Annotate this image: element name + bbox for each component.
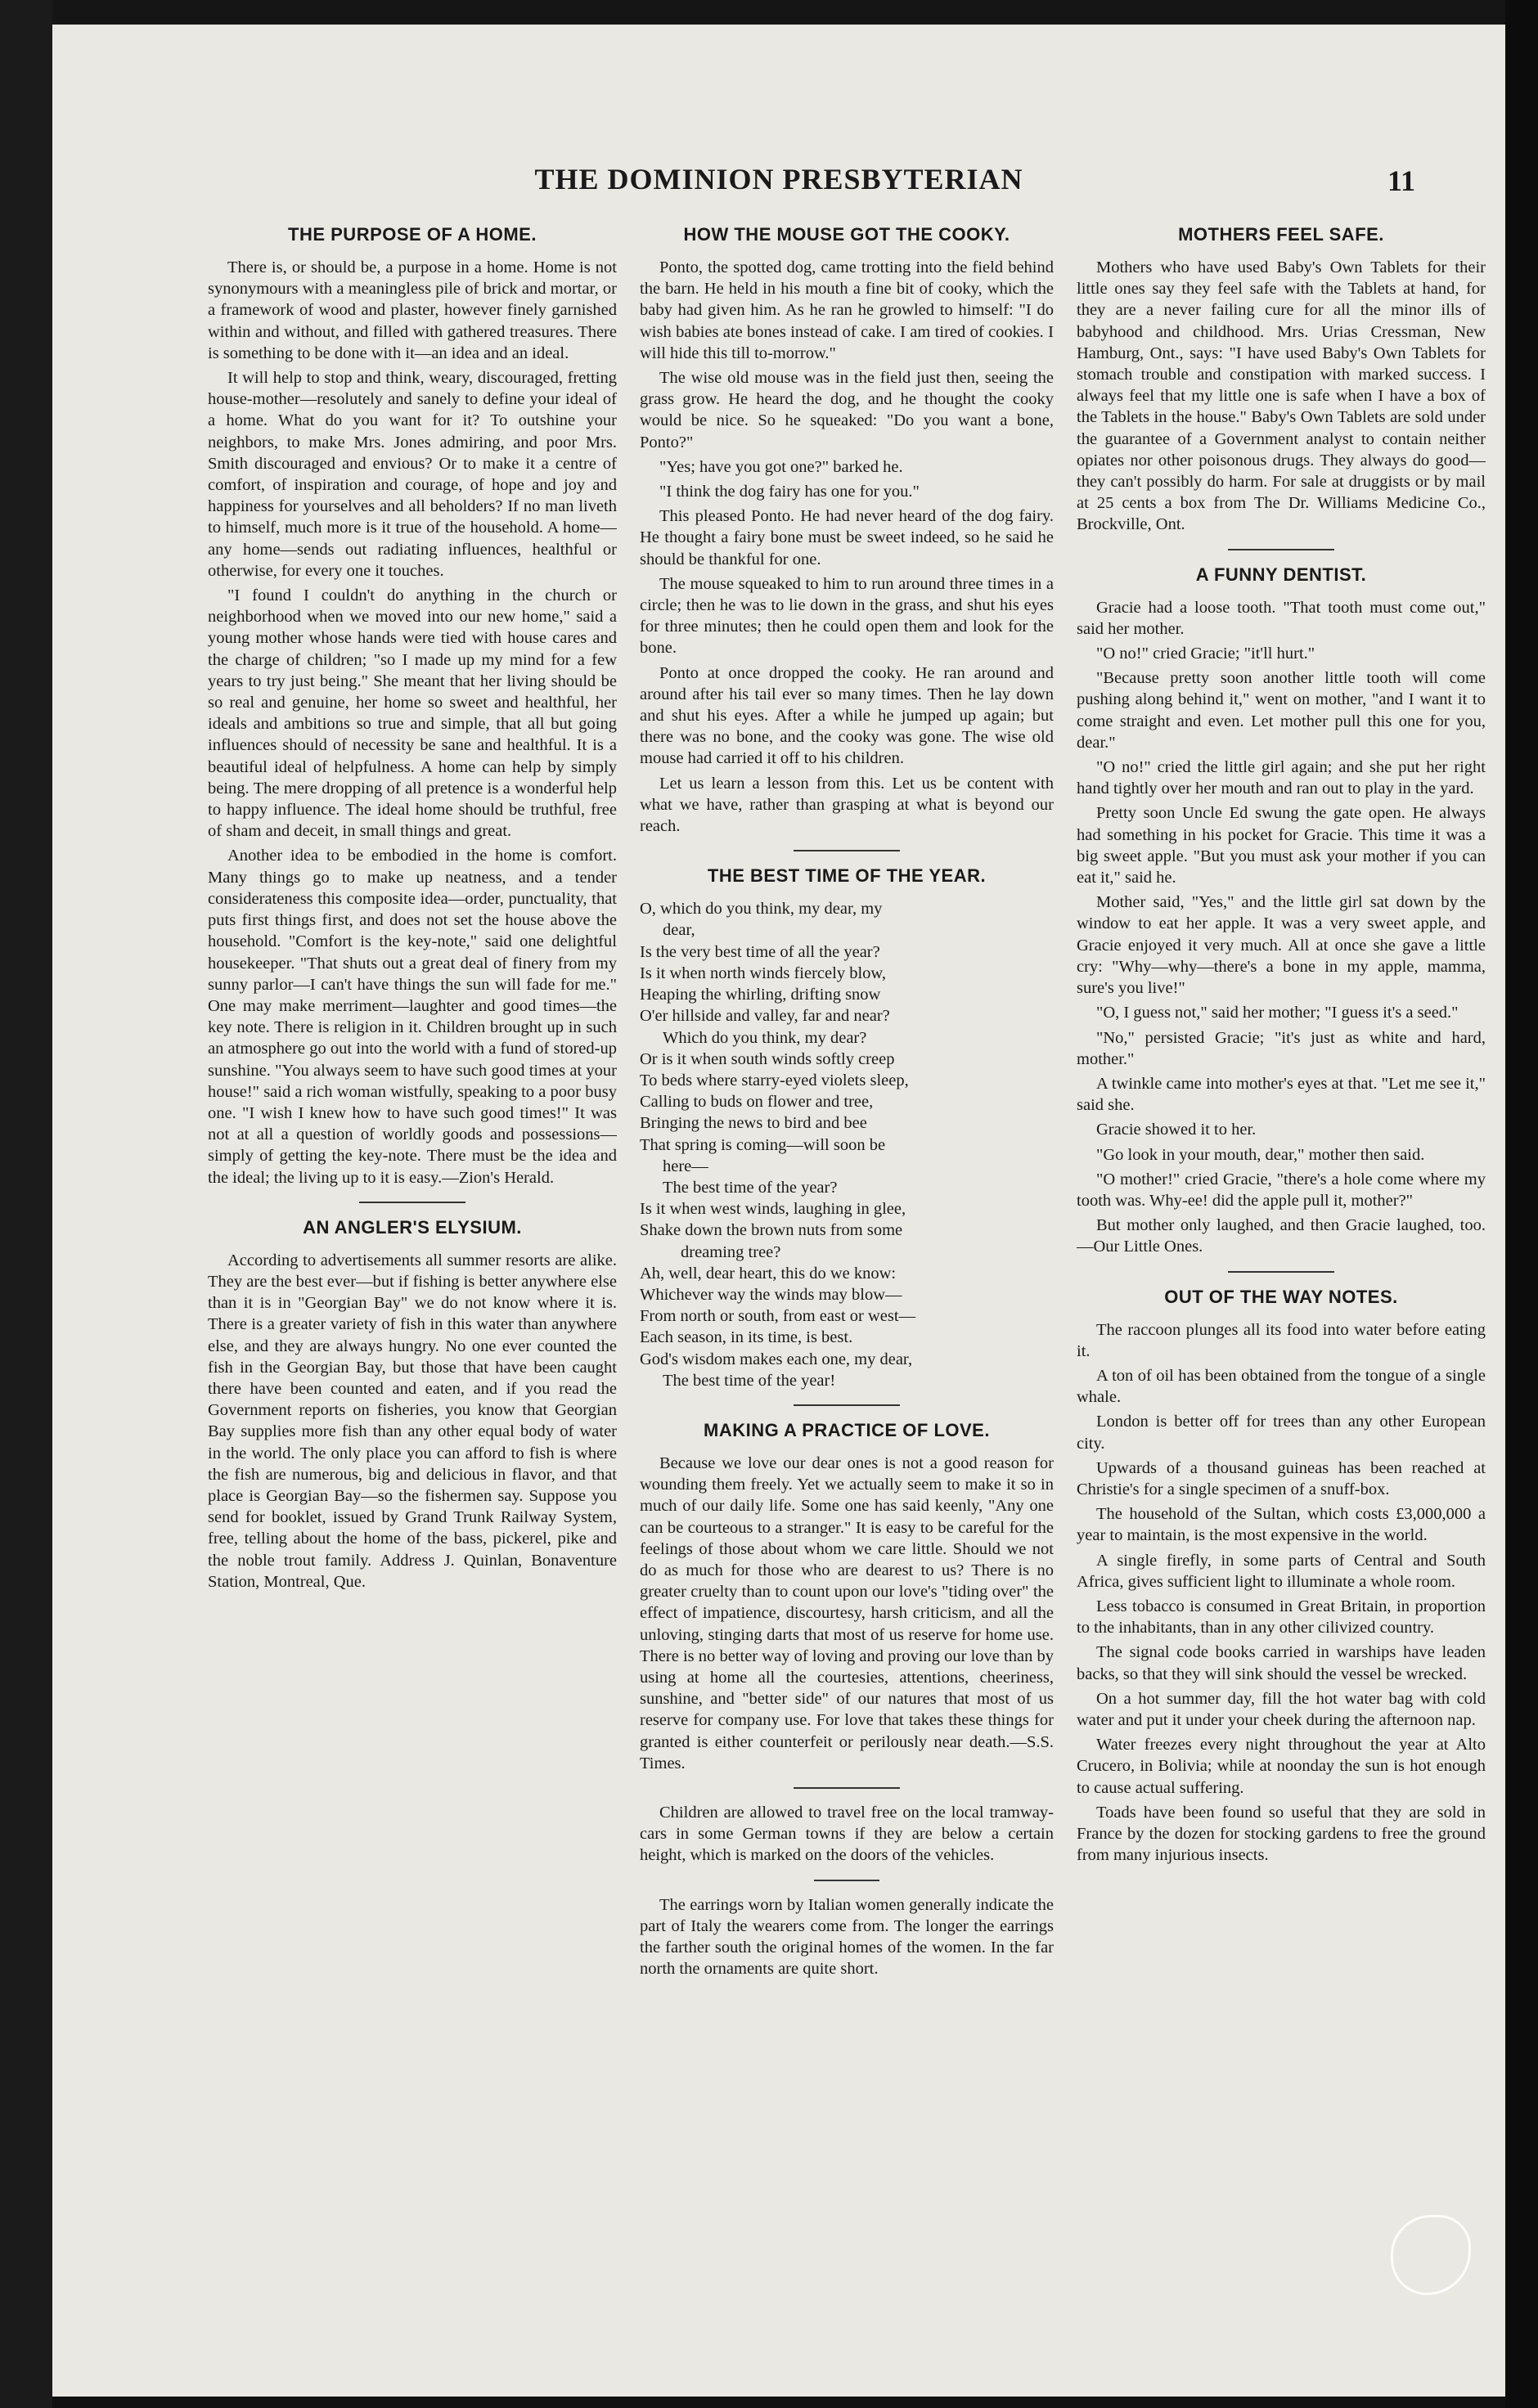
article-paragraph: "I think the dog fairy has one for you." bbox=[659, 483, 920, 501]
article-paragraph: "I found I couldn't do anything in the church or neighborhood when we moved into our new home," said a young mother whose hands were tied with house cares and the charge of children; "so I made up my mind for a few years to try just being." She meant that her living should be so real and genuine, her home so sweet and healthful, her ideals and ambitions so true and simple, that all but going influences should of necessity be sane and healthful. It is a beautiful ideal of helpfulness. A home can help by simply being. The mere dropping of all pretence is a wonderful help to happy influence. The ideal home should be truthful, free of sham and deceit, in small things and great. bbox=[208, 586, 617, 841]
poem-line: Is it when west winds, laughing in glee, bbox=[640, 1200, 906, 1219]
section-divider bbox=[359, 1202, 465, 1203]
note-item: The household of the Sultan, which costs £3,000,000 a year to maintain, is the most expensive in the world. bbox=[1077, 1505, 1486, 1545]
section-divider bbox=[794, 850, 900, 851]
poem-line: Or is it when south winds softly creep bbox=[640, 1049, 895, 1068]
article-heading-purpose: THE PURPOSE OF A HOME. bbox=[288, 224, 537, 245]
poem-line: Is it when north winds fiercely blow, bbox=[640, 964, 886, 982]
poem-line: Calling to buds on flower and tree, bbox=[640, 1093, 874, 1112]
article-paragraph: Mother said, "Yes," and the little girl sat down by the window to eat her apple. It was a very sweet apple, and Gracie enjoyed it very much. All at once she gave a little cry: "Why—why—there's a bone in my apple, mamma, sure's you live!" bbox=[1077, 893, 1486, 998]
page-number: 11 bbox=[1387, 164, 1415, 197]
note-item: Toads have been found so useful that they are sold in France by the dozen for stocking gardens to free the ground from many injurious insects. bbox=[1077, 1803, 1486, 1865]
scan-right-border bbox=[1505, 0, 1538, 2408]
poem-line: The best time of the year! bbox=[663, 1371, 836, 1390]
section-divider bbox=[1228, 1271, 1334, 1273]
article-paragraph: Mothers who have used Baby's Own Tablets for their little ones say they feel safe with the Tablets at hand, for they are a never failing cure for all the minor ills of babyhood and childhood. Mrs. Urias Cressman, New Hamburg, Ont., says: "I have used Baby's Own Tablets for stomach trouble and constipation with marked success. I always feel that my little one is safe when I have a box of the Tablets in the house." Baby's Own Tablets are sold under the guarantee of a Government analyst to contain neither opiates nor other poisonous drugs. They always do good—they can't possibly do harm. For sale at druggists or by mail at 25 cents a box from The Dr. Williams Medicine Co., Brockville, Ont. bbox=[1077, 258, 1486, 534]
article-paragraph: "O no!" cried Gracie; "it'll hurt." bbox=[1096, 645, 1315, 663]
article-paragraph: "Yes; have you got one?" barked he. bbox=[659, 457, 903, 476]
article-paragraph: "O, I guess not," said her mother; "I guess it's a seed." bbox=[1096, 1004, 1459, 1022]
column-left bbox=[208, 217, 617, 2360]
article-paragraph: Ponto at once dropped the cooky. He ran around and around after his tail ever so many times. Then he lay down and shut his eyes. After a while he jumped up again; but there was no bone, and the cooky was gone. The wise old mouse had carried it off to his children. bbox=[640, 663, 1054, 768]
poem-line: Bringing the news to bird and bee bbox=[640, 1114, 867, 1133]
article-paragraph: "O no!" cried the little girl again; and she put her right hand tightly over her mouth and ran out to play in the yard. bbox=[1077, 758, 1486, 798]
article-paragraph: There is, or should be, a purpose in a home. Home is not synonymours with a meaningless pile of brick and mortar, or a framework of wood and plaster, however finely garnished within and without, and filled with gathered treasures. There is something to be done with it—an idea and an ideal. bbox=[208, 258, 617, 362]
masthead bbox=[52, 162, 1505, 211]
note-item: Upwards of a thousand guineas has been reached at Christie's for a single specimen of a snuff-box. bbox=[1077, 1458, 1486, 1498]
column-right bbox=[1077, 217, 1486, 2360]
poem-line: From north or south, from east or west— bbox=[640, 1307, 916, 1326]
article-paragraph: The mouse squeaked to him to run around three times in a circle; then he was to lie down in the grass, and shut his eyes for three minutes; then he could open them and look for the bone. bbox=[640, 574, 1054, 658]
column-middle bbox=[640, 217, 1054, 2360]
poem-line: here— bbox=[663, 1157, 708, 1175]
note-item: The raccoon plunges all its food into water before eating it. bbox=[1077, 1320, 1486, 1360]
article-paragraph: Gracie had a loose tooth. "That tooth must come out," said her mother. bbox=[1077, 598, 1486, 638]
article-paragraph: "O mother!" cried Gracie, "there's a hole come where my tooth was. Why-ee! did the apple pull it, mother?" bbox=[1077, 1170, 1486, 1210]
note-item: A single firefly, in some parts of Central and South Africa, gives sufficient light to illuminate a whole room. bbox=[1077, 1551, 1486, 1591]
article-paragraph: But mother only laughed, and then Gracie laughed, too.—Our Little Ones. bbox=[1077, 1216, 1486, 1256]
article-paragraph: Another idea to be embodied in the home is comfort. Many things go to make up neatness, and a tender considerateness this composite idea—order, punctuality, that puts first things first, and does not set the house above the household. "Comfort is the key-note," said one delightful housekeeper. "That shuts out a great deal of finery from my sunny parlor—I can't have things the sun will fade for me." One may make merriment—laughter and good times—the key note. There is religion in it. Children brought up in such an atmosphere go out into the world with a fund of stored-up sunshine. "You always seem to have such good times at your house!" said a rich woman wistfully, speaking to a poor busy one. "I wish I knew how to have such good times!" It was not at all a question of worldly goods and possessions—simply of getting the key-note. There must be the idea and the ideal; the living up to it is easy.—Zion's Herald. bbox=[208, 847, 617, 1187]
article-paragraph: It will help to stop and think, weary, discouraged, fretting house-mother—resolutely and sanely to define your ideal of a home. What do you want for it? To outshine your neighbors, to make Mrs. Jones admiring, and poor Mrs. Smith discouraged and envious? Or to make it a centre of comfort, of inspiration and courage, of hope and joy and happiness for yourselves and all beholders? If no man liveth to himself, much more is it true of the household. A home—any home—sends out radiating influences, healthful or otherwise, for every one it touches. bbox=[208, 369, 617, 580]
article-heading-love: MAKING A PRACTICE OF LOVE. bbox=[704, 1419, 990, 1440]
article-paragraph: The earrings worn by Italian women generally indicate the part of Italy the wearers come from. The longer the earrings the farther south the original homes of the women. In the far north the ornaments are quite short. bbox=[640, 1895, 1054, 1979]
scan-top-border bbox=[0, 0, 1538, 25]
article-heading-mouse: HOW THE MOUSE GOT THE COOKY. bbox=[683, 224, 1010, 245]
poem bbox=[640, 898, 1054, 1391]
scan-left-border bbox=[0, 0, 52, 2408]
article-heading-notes: OUT OF THE WAY NOTES. bbox=[1164, 1286, 1398, 1307]
newspaper-page bbox=[52, 25, 1505, 2397]
masthead-title: THE DOMINION PRESBYTERIAN bbox=[534, 163, 1023, 195]
section-divider bbox=[1228, 549, 1334, 550]
poem-line: dear, bbox=[663, 921, 695, 940]
note-item: London is better off for trees than any other European city. bbox=[1077, 1413, 1486, 1453]
poem-line: God's wisdom makes each one, my dear, bbox=[640, 1350, 913, 1368]
note-item: The signal code books carried in warships have leaden backs, so that they will sink should the vessel be wrecked. bbox=[1077, 1643, 1486, 1683]
poem-line: Shake down the brown nuts from some bbox=[640, 1221, 903, 1240]
article-paragraph: Let us learn a lesson from this. Let us be content with what we have, rather than grasping at what is beyond our reach. bbox=[640, 774, 1054, 836]
article-paragraph: A twinkle came into mother's eyes at that. "Let me see it," said she. bbox=[1077, 1074, 1486, 1115]
article-paragraph: "Because pretty soon another little tooth will come pushing along behind it," went on mother, "and I want it to come straight and even. Let mother pull this one for you, dear." bbox=[1077, 669, 1486, 752]
poem-line: That spring is coming—will soon be bbox=[640, 1135, 886, 1154]
article-paragraph: "Go look in your mouth, dear," mother then said. bbox=[1096, 1145, 1425, 1164]
article-paragraph: Because we love our dear ones is not a good reason for wounding them freely. Yet we actually seem to make it so in much of our daily life. Some one has said keenly, "Any one can be courteous to a stranger." It is easy to be careful for the feelings of those about whom we care little. Should we not do as much for those who are dearest to us? There is no greater cruelty than to count upon our love's "tiding over" the effect of impatience, discourtesy, harsh criticism, and all the unloving, stinging darts that most of us reserve for home use. There is no better way of loving and proving our love than by using at home all the courtesies, attentions, cheeriness, sunshine, and "better side" of our natures that most of us reserve for company use. For love that takes these things for granted is either counterfeit or perilously near death.—S.S. Times. bbox=[640, 1453, 1054, 1772]
article-paragraph: Ponto, the spotted dog, came trotting into the field behind the barn. He held in his mouth a fine bit of cooky, which the baby had given him. As he ran he growled to himself: "I do wish babies ate bones instead of cake. I am tired of cookies. I will hide this till to-morrow." bbox=[640, 258, 1054, 362]
article-paragraph: The wise old mouse was in the field just then, seeing the grass grow. He heard the dog, and he thought the cooky would be nice. So he squeaked: "Do you want a bone, Ponto?" bbox=[640, 369, 1054, 452]
note-item: On a hot summer day, fill the hot water bag with cold water and put it under your cheek during the afternoon nap. bbox=[1077, 1689, 1486, 1729]
article-paragraph: "No," persisted Gracie; "it's just as white and hard, mother." bbox=[1077, 1028, 1486, 1068]
article-heading-mothers: MOTHERS FEEL SAFE. bbox=[1178, 224, 1384, 245]
note-item: A ton of oil has been obtained from the tongue of a single whale. bbox=[1077, 1366, 1486, 1407]
poem-line: Heaping the whirling, drifting snow bbox=[640, 986, 881, 1004]
poem-line: dreaming tree? bbox=[681, 1242, 781, 1261]
note-item: Less tobacco is consumed in Great Britain, in proportion to the inhabitants, than in any other cilivized country. bbox=[1077, 1597, 1486, 1638]
section-divider bbox=[794, 1787, 900, 1789]
note-item: Water freezes every night throughout the year at Alto Crucero, in Bolivia; while at noonday the sun is hot enough to cause actual suffering. bbox=[1077, 1736, 1486, 1797]
article-paragraph: According to advertisements all summer resorts are alike. They are the best ever—but if fishing is better anywhere else than it is in "Georgian Bay" we do not know where it is. There is a greater variety of fish in this water than anywhere else, and they are always hungry. No one ever counted the fish in the Georgian Bay, but those that have been caught there have been counted and eaten, and if you read the Government reports on fisheries, you know that Georgian Bay supplies more fish than any other equal body of water in the world. The only place you can afford to fish is where the fish are numerous, big and delicious in flavor, and that place is Georgian Bay—so the fishermen say. Suppose you send for booklet, issued by Grand Trunk Railway System, free, telling about the home of the bass, pickerel, pike and the noble trout family. Address J. Quinlan, Bonaventure Station, Montreal, Que. bbox=[208, 1251, 617, 1591]
poem-line: To beds where starry-eyed violets sleep, bbox=[640, 1071, 909, 1089]
article-paragraph: Gracie showed it to her. bbox=[1096, 1121, 1257, 1139]
section-divider bbox=[794, 1404, 900, 1406]
section-divider bbox=[814, 1880, 879, 1881]
poem-line: Each season, in its time, is best. bbox=[640, 1328, 853, 1347]
article-heading-dentist: A FUNNY DENTIST. bbox=[1195, 564, 1367, 585]
article-paragraph: This pleased Ponto. He had never heard of the dog fairy. He thought a fairy bone must be sweet indeed, so he said he should be thankful for one. bbox=[640, 507, 1054, 568]
poem-line: Which do you think, my dear? bbox=[663, 1028, 867, 1047]
article-paragraph: Pretty soon Uncle Ed swung the gate open. He always had something in his pocket for Gracie. This time it was a big sweet apple. "But you must ask your mother if you can eat it," said he. bbox=[1077, 804, 1486, 887]
poem-line: Ah, well, dear heart, this do we know: bbox=[640, 1264, 897, 1283]
poem-line: O'er hillside and valley, far and near? bbox=[640, 1007, 890, 1026]
poem-line: Whichever way the winds may blow— bbox=[640, 1285, 902, 1304]
article-paragraph: Children are allowed to travel free on the local tramway-cars in some German towns if they are below a certain height, which is marked on the doors of the vehicles. bbox=[640, 1804, 1054, 1865]
article-heading-best-time: THE BEST TIME OF THE YEAR. bbox=[707, 865, 987, 887]
poem-line: O, which do you think, my dear, my bbox=[640, 900, 883, 919]
article-heading-angler: AN ANGLER'S ELYSIUM. bbox=[303, 1216, 522, 1238]
poem-line: The best time of the year? bbox=[663, 1178, 838, 1197]
poem-line: Is the very best time of all the year? bbox=[640, 942, 880, 961]
